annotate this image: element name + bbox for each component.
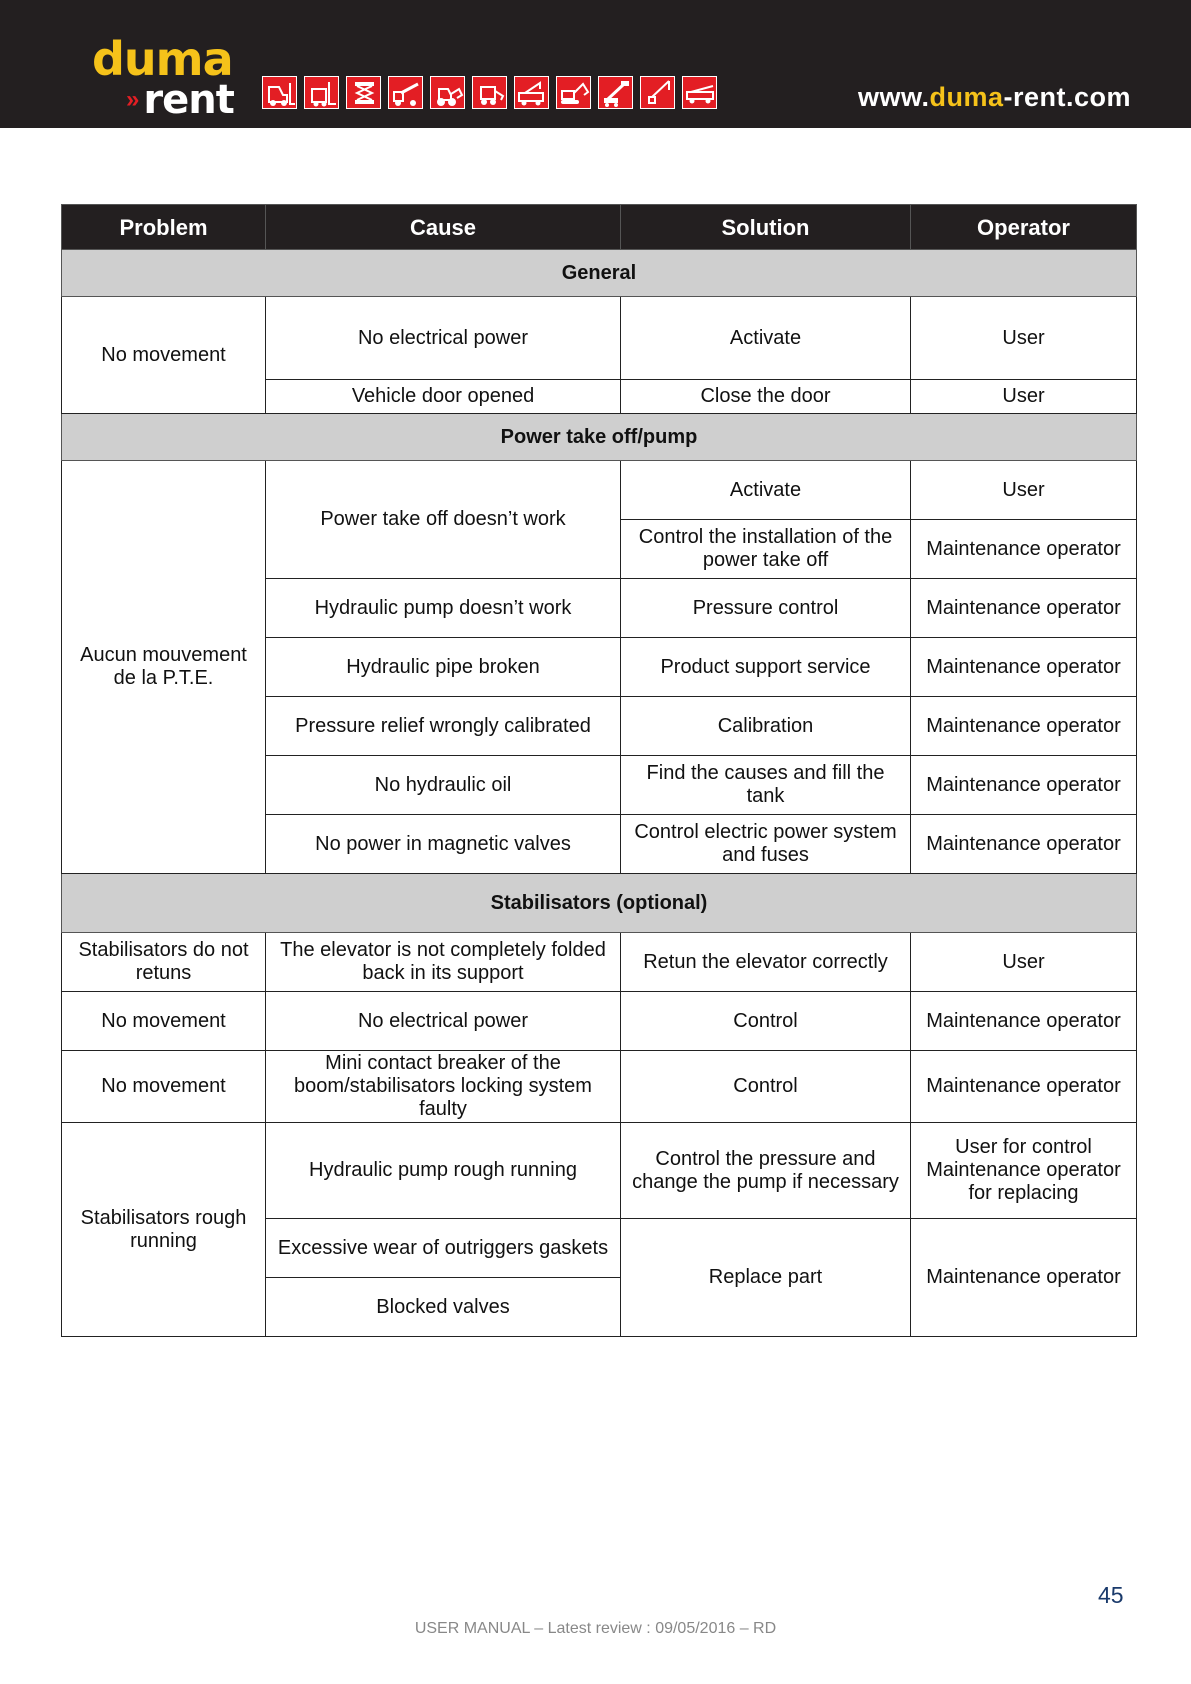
table-row	[62, 992, 1137, 1051]
operator-cell: Maintenance operator	[911, 638, 1137, 697]
section-pto: Power take off/pump	[62, 414, 1137, 461]
solution-cell: Retun the elevator correctly	[621, 933, 911, 992]
solution-cell: Product support service	[621, 638, 911, 697]
operator-cell: Maintenance operator	[911, 1219, 1137, 1337]
operator-cell: Maintenance operator	[911, 520, 1137, 579]
operator-cell: Maintenance operator	[911, 756, 1137, 815]
table-row	[62, 297, 1137, 380]
url-prefix: www.	[857, 82, 930, 112]
operator-cell: Maintenance operator	[911, 697, 1137, 756]
solution-cell: Replace part	[621, 1219, 911, 1337]
header-operator: Operator	[911, 205, 1137, 250]
section-row	[62, 250, 1137, 297]
cause-cell: No hydraulic oil	[266, 756, 621, 815]
website-url[interactable]	[858, 82, 1131, 113]
scissor-lift-icon	[346, 76, 381, 109]
cause-cell: Excessive wear of outriggers gaskets	[266, 1219, 621, 1278]
solution-cell: Control the pressure and change the pump if necessary	[621, 1123, 911, 1219]
page-number: 45	[1098, 1582, 1124, 1608]
section-stabilisators: Stabilisators (optional)	[62, 874, 1137, 933]
solution-cell: Activate	[621, 461, 911, 520]
operator-cell: Maintenance operator	[911, 1051, 1137, 1123]
header-cause: Cause	[266, 205, 621, 250]
cause-cell: The elevator is not completely folded back in its support	[266, 933, 621, 992]
logo-duma-text: duma	[92, 32, 233, 86]
solution-cell: Control	[621, 992, 911, 1051]
operator-cell: User for control Maintenance operator for replacing	[911, 1123, 1137, 1219]
solution-cell: Calibration	[621, 697, 911, 756]
boom-lift-icon	[598, 76, 633, 109]
section-row	[62, 874, 1137, 933]
operator-cell: User	[911, 380, 1137, 414]
section-general: General	[62, 250, 1137, 297]
excavator-icon	[556, 76, 591, 109]
table-header-row	[62, 205, 1137, 250]
logo-rent-text: rent	[143, 77, 234, 123]
solution-cell: Control the installation of the power take off	[621, 520, 911, 579]
cause-cell: No electrical power	[266, 297, 621, 380]
problem-cell: Stabilisators do not retuns	[62, 933, 266, 992]
solution-cell: Close the door	[621, 380, 911, 414]
problem-cell: Stabilisators rough running	[62, 1123, 266, 1337]
header-solution: Solution	[621, 205, 911, 250]
problem-cell: No movement	[62, 1051, 266, 1123]
mini-crane-icon	[640, 76, 675, 109]
cause-cell: Vehicle door opened	[266, 380, 621, 414]
operator-cell: Maintenance operator	[911, 815, 1137, 874]
table-row	[62, 1051, 1137, 1123]
header-bar	[0, 0, 1191, 128]
operator-cell: Maintenance operator	[911, 992, 1137, 1051]
cause-cell: Hydraulic pump doesn’t work	[266, 579, 621, 638]
url-suffix: -rent.com	[1003, 82, 1131, 112]
section-row	[62, 414, 1137, 461]
cause-cell: Hydraulic pipe broken	[266, 638, 621, 697]
problem-cell: No movement	[62, 992, 266, 1051]
problem-cell: Aucun mouvement de la P.T.E.	[62, 461, 266, 874]
truck-platform-icon	[682, 76, 717, 109]
cause-cell: Mini contact breaker of the boom/stabilisators locking system faulty	[266, 1051, 621, 1123]
solution-cell: Find the causes and fill the tank	[621, 756, 911, 815]
loader-icon	[430, 76, 465, 109]
table-row	[62, 461, 1137, 520]
duma-rent-logo[interactable]	[92, 32, 242, 123]
skid-steer-icon	[472, 76, 507, 109]
forklift-icon	[262, 76, 297, 109]
operator-cell: User	[911, 933, 1137, 992]
cause-cell: No electrical power	[266, 992, 621, 1051]
operator-cell: Maintenance operator	[911, 579, 1137, 638]
reach-truck-icon	[304, 76, 339, 109]
machine-icon-strip	[262, 76, 717, 109]
cause-cell: Blocked valves	[266, 1278, 621, 1337]
operator-cell: User	[911, 461, 1137, 520]
solution-cell: Pressure control	[621, 579, 911, 638]
logo-chevron-icon: »	[126, 86, 140, 113]
header-problem: Problem	[62, 205, 266, 250]
troubleshooting-table	[61, 204, 1137, 1337]
cause-cell: No power in magnetic valves	[266, 815, 621, 874]
crane-truck-icon	[514, 76, 549, 109]
solution-cell: Activate	[621, 297, 911, 380]
footer-text: USER MANUAL – Latest review : 09/05/2016 – RD	[414, 1620, 777, 1637]
solution-cell: Control electric power system and fuses	[621, 815, 911, 874]
cause-cell: Hydraulic pump rough running	[266, 1123, 621, 1219]
table-row	[62, 933, 1137, 992]
url-brand: duma	[929, 82, 1004, 112]
solution-cell: Control	[621, 1051, 911, 1123]
cause-cell: Pressure relief wrongly calibrated	[266, 697, 621, 756]
operator-cell: User	[911, 297, 1137, 380]
cause-cell: Power take off doesn’t work	[266, 461, 621, 579]
telehandler-icon	[388, 76, 423, 109]
table-row	[62, 1123, 1137, 1219]
problem-cell: No movement	[62, 297, 266, 414]
